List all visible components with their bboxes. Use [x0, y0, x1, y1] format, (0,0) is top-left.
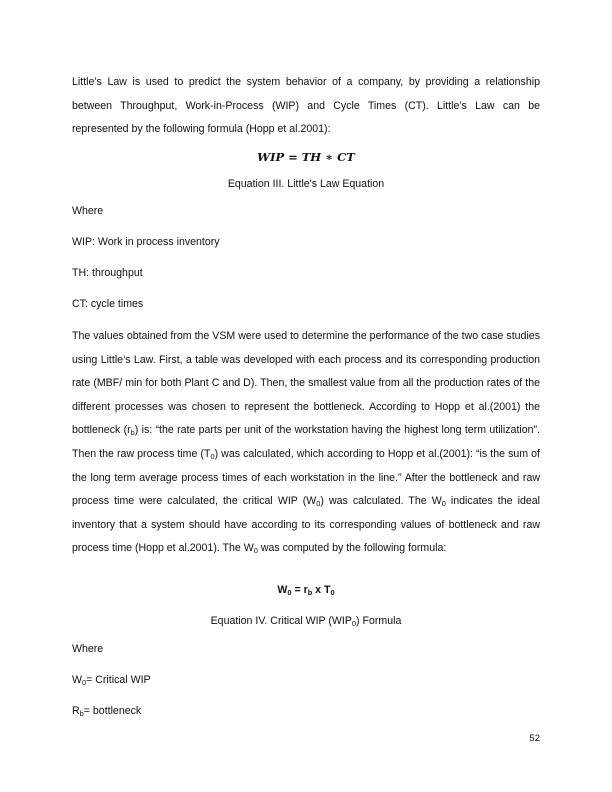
definition-rb: $R_b=$ bottleneck	[72, 705, 142, 718]
critical-wip-formula: $W_0 = r_b$ x $T_0$	[277, 584, 335, 597]
littles-law-formula: WIP = TH ∗ CT	[257, 150, 355, 164]
definition-wip: WIP: Work in process inventory	[72, 236, 220, 248]
intro-paragraph: Little’s Law is used to predict the system behavior of a company, by providing a relationship between Throughput, Work-in-Process (WIP) and Cycle Times (CT). Little’s Law can be represented by the following formula (Hopp et al.2001):	[72, 76, 540, 136]
where-label-2: Where	[72, 643, 104, 655]
page-number: 52	[529, 733, 540, 744]
equation-iv-caption: Equation IV. Critical WIP $(WIP_0)$ Formula	[210, 615, 402, 628]
methodology-paragraph: The values obtained from the VSM were used to determine the performance of the two case studies using Little’s Law. First, a table was developed with each process and its corresponding production rate (MBF/ min for both Plant C and D). Then, the smallest value from all the production rates of the different processes was chosen to represent the bottleneck. According to Hopp et al.(2001) the bottleneck $(r_b)$ is: “the rate parts per unit of the workstation having the highest long term utilization”. Then the raw process time $(T_0)$ was calculated, which according to Hopp et al.(2001): “is the sum of the long term average process times of each workstation in the line.” After the bottleneck and raw process time were calculated, the critical WIP $(W_0)$ was calculated. The $W_0$ indicates the ideal inventory that a system should have according to its corresponding values of bottleneck and raw process time (Hopp et al.2001). The $W_0$ was computed by the following formula:	[72, 330, 541, 556]
definition-w0: $W_0=$ Critical WIP	[72, 674, 151, 687]
definition-th: TH: throughput	[72, 267, 143, 279]
definition-ct: CT: cycle times	[72, 298, 144, 310]
where-label-1: Where	[72, 205, 104, 217]
equation-iii-caption: Equation III. Little's Law Equation	[227, 178, 385, 190]
